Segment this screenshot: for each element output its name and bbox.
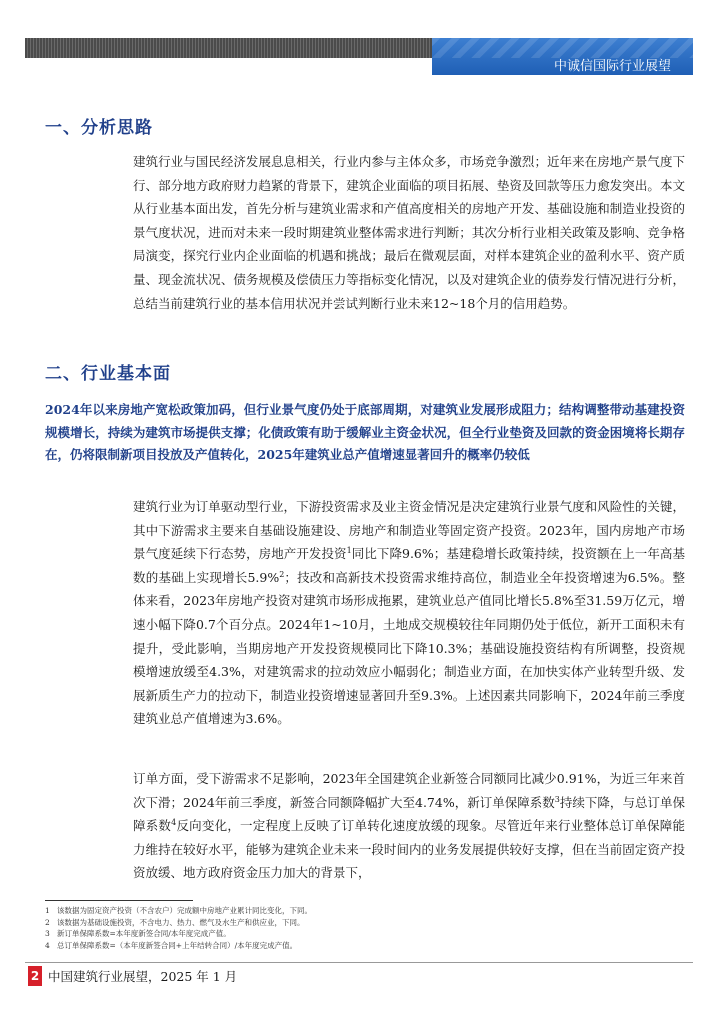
paragraph-demand-part-b: 同比下降9.6%；基建稳增长政策持续，投资额在上一年高基数的基础上实现增长5.9% (133, 546, 685, 585)
paragraph-orders-part-c: 反向变化，一定程度上反映了订单转化速度放缓的现象。尽管近年来行业整体总订单保障能力维持在较好水平，能够为建筑企业未来一段时间内的业务发展提供较好支撑，但在当前固定资产投资放缓、地方政府资金压力加大的背景下， (133, 818, 685, 881)
paragraph-demand-part-a: 建筑行业为订单驱动型行业，下游投资需求及业主资金情况是决定建筑行业景气度和风险性的关键，其中下游需求主要来自基础设施建设、房地产和制造业等固定资产投资。2023年，国内房地产市场景气度延续下行态势，房地产开发投资 (133, 499, 685, 562)
footnote-item: 4 总订单保障系数=（本年度新签合同+上年结转合同）/本年度完成产值。 (45, 940, 298, 950)
footnote-ref-1: 1 (346, 546, 352, 556)
paragraph-demand (133, 495, 685, 731)
footer-divider (25, 962, 693, 963)
page-number: 2 (28, 966, 42, 986)
footnote-item: 2 该数据为基础设施投资，不含电力、热力、燃气及水生产和供应业，下同。 (45, 917, 305, 927)
footnote-divider (45, 900, 193, 901)
section-title-fundamentals: 二、行业基本面 (45, 364, 171, 384)
section-title-analysis: 一、分析思路 (45, 118, 153, 138)
report-title: 中诚信国际行业展望 (553, 59, 671, 74)
header-title-block (432, 38, 693, 75)
footnote-ref-3: 3 (554, 794, 560, 804)
footnote-item: 3 新订单保障系数=本年度新签合同/本年度完成产值。 (45, 929, 231, 938)
paragraph-analysis: 建筑行业与国民经济发展息息相关，行业内参与主体众多，市场竞争激烈；近年来在房地产景气度下行、部分地方政府财力趋紧的背景下，建筑企业面临的项目拓展、垫资及回款等压力愈发突出。本文从行业基本面出发，首先分析与建筑业需求和产值高度相关的房地产开发、基础设施和制造业投资的景气度状况，进而对未来一段时期建筑业整体需求进行判断；其次分析行业相关政策及影响、竞争格局演变，探究行业内企业面临的机遇和挑战；最后在微观层面，对样本建筑企业的盈利水平、资产质量、现金流状况、债务规模及偿债压力等指标变化情况，以及对建筑企业的债券发行情况进行分析，总结当前建筑行业的基本信用状况并尝试判断行业未来12~18个月的信用趋势。 (133, 154, 685, 311)
footnote-item: 1 该数据为固定资产投资（不含农户）完成额中房地产业累计同比变化，下同。 (45, 906, 312, 915)
footnote-ref-2: 2 (279, 569, 285, 579)
paragraph-orders-part-a: 订单方面，受下游需求不足影响，2023年全国建筑企业新签合同额同比减少0.91%，为近三年来首次下滑；2024年前三季度，新签合同额降幅扩大至4.74%，新订单保障系数 (133, 771, 685, 810)
paragraph-demand-part-c: ；技改和高新技术投资需求维持高位，制造业全年投资增速为6.5%。整体来看，2023年房地产投资对建筑市场形成拖累，建筑业总产值同比增长5.8%至31.59万亿元，增速小幅下降0.7个百分点。2024年1~10月，土地成交规模较往年同期仍处于低位，新开工面积未有提升，受此影响，当期房地产开发投资规模同比下降10.3%；基础设施投资结构有所调整，投资规模增速放缓至4.3%，对建筑需求的拉动效应小幅弱化；制造业方面，在加快实体产业转型升级、发展新质生产力的拉动下，制造业投资增速显著回升至9.3%。上述因素共同影响下，2024年前三季度建筑业总产值增速为3.6%。 (133, 569, 685, 727)
paragraph-orders-part-b: 持续下降，与总订单保障系数 (133, 794, 685, 834)
paragraph-orders (133, 767, 685, 885)
footer-report-name: 中国建筑行业展望，2025 年 1 月 (48, 969, 238, 984)
footnotes (45, 905, 685, 951)
summary-bold-paragraph: 2024年以来房地产宽松政策加码，但行业景气度仍处于底部周期，对建筑业发展形成阻力；结构调整带动基建投资规模增长，持续为建筑市场提供支撑；化债政策有助于缓解业主资金状况，但全行业垫资及回款的资金困境将长期存在，仍将限制新项目投放及产值转化，2025年建筑业总产值增速显著回升的概率仍较低 (45, 402, 685, 462)
footnote-ref-4: 4 (171, 818, 177, 828)
